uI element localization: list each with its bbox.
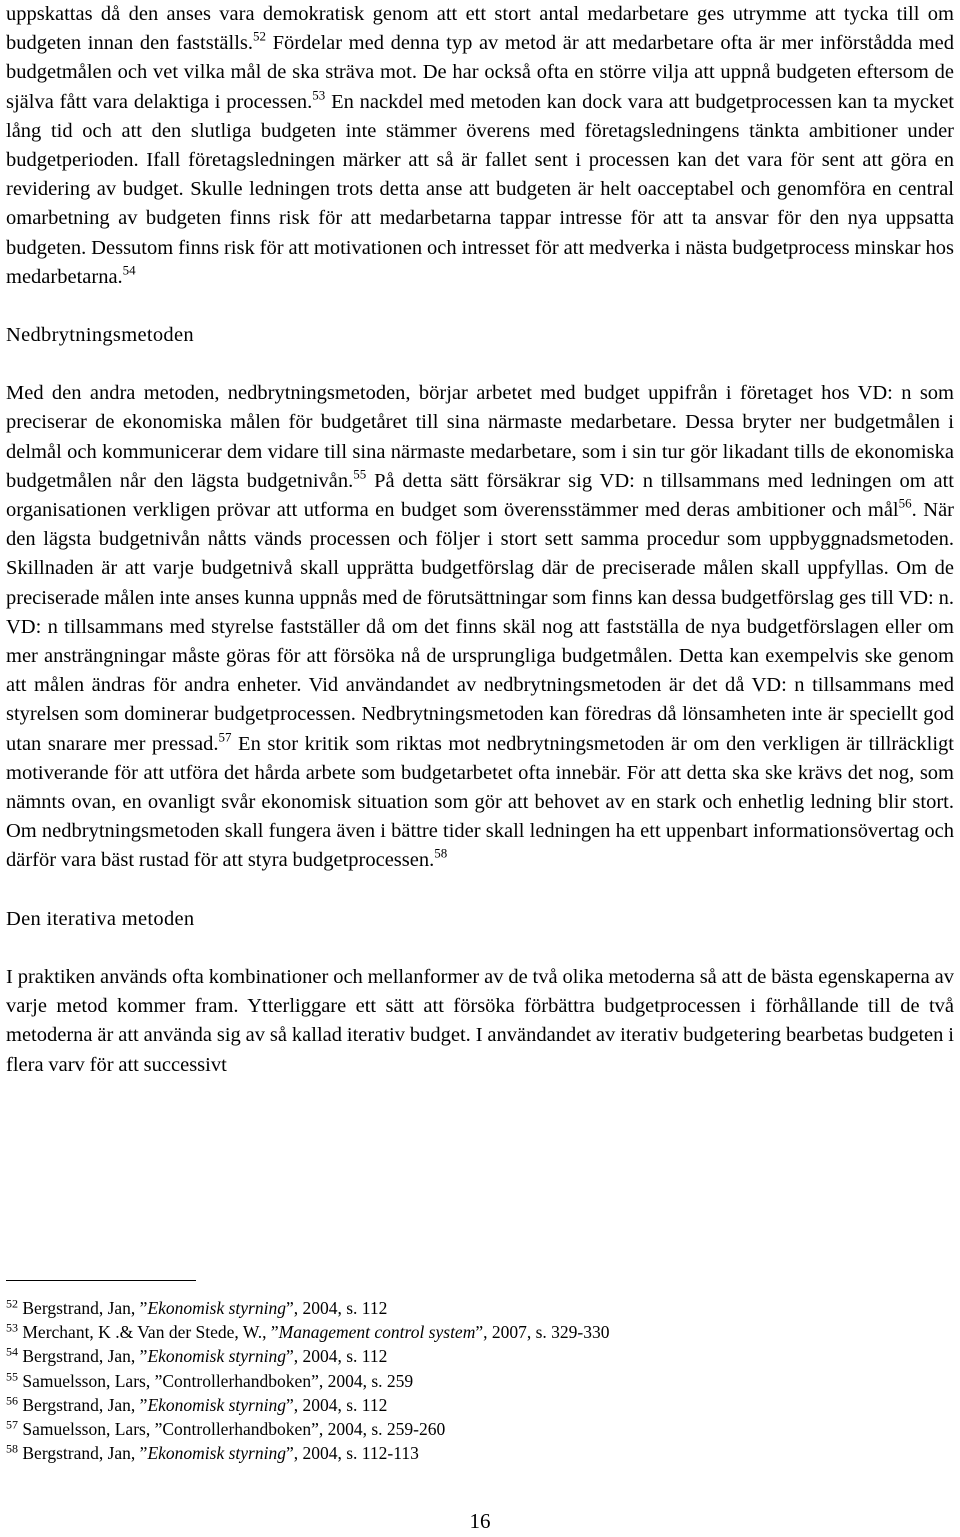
footnote-number: 56 — [6, 1393, 18, 1408]
footnote-text: Merchant, K .& Van der Stede, W., ” — [22, 1322, 279, 1343]
footnote-title: Ekonomisk styrning — [147, 1394, 286, 1415]
footnote — [6, 1441, 954, 1465]
footnote-number: 55 — [6, 1369, 18, 1384]
footnote-ref-58[interactable]: 58 — [434, 846, 448, 862]
paragraph-nedbrytningsmetoden — [6, 379, 954, 875]
footnote-title: Management control system — [278, 1322, 476, 1343]
text-segment: uppskattas då den anses vara demokratisk genom att ett stort antal medarbetare ges utrymme att tycka till om budgeten innan den fastställs. — [6, 3, 954, 55]
section-heading-iterativa-metoden: Den iterativa metoden — [6, 907, 195, 930]
footnote-text: ”, 2004, s. 112 — [285, 1394, 388, 1415]
footnote-number: 57 — [6, 1417, 18, 1432]
text-segment: På detta sätt försäkrar sig VD: n tillsammans med ledningen om att organisationen verkligen prövar att utforma en budget som överensstämmer med deras ambitioner och mål — [6, 469, 954, 522]
footnote-text: ”, 2004, s. 112 — [285, 1298, 388, 1318]
footnote-title: Ekonomisk styrning — [147, 1298, 286, 1318]
section-heading-nedbrytningsmetoden: Nedbrytningsmetoden — [6, 324, 194, 347]
footnote-ref-57[interactable]: 57 — [218, 729, 232, 745]
footnote-title: Ekonomisk styrning — [147, 1443, 286, 1464]
footnote — [6, 1417, 954, 1441]
footnote-text: Bergstrand, Jan, ” — [22, 1298, 148, 1318]
footnote-text: Samuelsson, Lars, ”Controllerhandboken”, 2004, s. 259-260 — [22, 1419, 446, 1440]
footnote-text: Samuelsson, Lars, ”Controllerhandboken”, 2004, s. 259 — [22, 1370, 414, 1391]
footnote — [6, 1369, 954, 1393]
footnote-ref-55[interactable]: 55 — [353, 466, 367, 482]
footnote-number: 52 — [6, 1296, 18, 1311]
footnote-text: ”, 2004, s. 112 — [285, 1346, 388, 1367]
footnote — [6, 1320, 954, 1344]
paragraph-iterativa-metoden — [6, 963, 954, 1080]
text-segment: En stor kritik som riktas mot nedbrytningsmetoden är om den verkligen är tillräckligt motiverande för att utföra det hårda arbete som budgetarbetet ofta innebär. För att detta ska ske krävs det nog, som nämnts ovan, en ovanligt svår ekonomisk situation som gör att behovet av en stark och enhetlig ledning blir stort. Om nedbrytningsmetoden skall fungera även i bättre tider skall ledningen ha ett uppenbart informationsövertag och därför vara bäst rustad för att styra budgetprocessen. — [6, 732, 954, 872]
footnote-ref-52[interactable]: 52 — [253, 28, 266, 44]
body-text — [6, 0, 954, 1080]
footnote-text: ”, 2007, s. 329-330 — [475, 1322, 610, 1343]
footnotes — [6, 1296, 954, 1465]
footnote-ref-56[interactable]: 56 — [898, 495, 912, 511]
footnote-text: Bergstrand, Jan, ” — [22, 1443, 148, 1464]
text-segment: Med den andra metoden, nedbrytningsmetoden, börjar arbetet med budget uppifrån i företaget hos VD: n som preciserar de ekonomiska målen för budgetåret till sina närmaste medarbetare. Dessa bryter ner budgetmålen i delmål och kommunicerar dem vidare till sina närmaste medarbetare, som i sin tur gör likadant tills de ekonomiska budgetmålen når den lägsta budgetnivån. — [6, 382, 954, 492]
footnote — [6, 1344, 954, 1368]
footnote-number: 54 — [6, 1344, 18, 1359]
footnote-number: 58 — [6, 1441, 18, 1456]
footnote-ref-54[interactable]: 54 — [122, 262, 136, 278]
footnote-text: Bergstrand, Jan, ” — [22, 1394, 148, 1415]
page-number: 16 — [469, 1509, 491, 1533]
footnote-text: ”, 2004, s. 112-113 — [285, 1443, 419, 1464]
footnote-text: Bergstrand, Jan, ” — [22, 1346, 148, 1367]
footnote — [6, 1296, 954, 1320]
footnote-separator — [6, 1280, 196, 1281]
footnote — [6, 1393, 954, 1417]
text-segment: I praktiken används ofta kombinationer och mellanformer av de två olika metoderna så att de bästa egenskaperna av varje metod kommer fram. Ytterliggare ett sätt att försöka förbättra budgetprocessen i förhållande till de två metoderna är att använda sig av så kallad iterativ budget. I användandet av iterativ budgetering bearbetas budgeten i flera varv för att successivt — [6, 965, 954, 1076]
text-segment: En nackdel med metoden kan dock vara att budgetprocessen kan ta mycket lång tid och att den slutliga budgeten inte stämmer överens med företagsledningens tänkta ambitioner under budgetperioden. Ifall företagsledningen märker att så är fallet sent i processen kan det vara för sent att göra en revidering av budget. Skulle ledningen trots detta anse att budgeten är helt oacceptabel och genomföra en central omarbetning av budgeten finns risk för att medarbetarna tappar intresse för att ta ansvar för den nya uppsatta budgeten. Dessutom finns risk för att motivationen och intresset för att medverka i nästa budgetprocess minskar hos medarbetarna. — [6, 90, 954, 288]
text-segment: . När den lägsta budgetnivån nåtts vänds processen och följer i stort sett samma procedur som uppbyggnadsmetoden. Skillnaden är att varje budgetnivå skall upprätta budgetförslag där de preciserade målen skall uppfyllas. Om de preciserade målen inte anses kunna uppnås med de förutsättningar som finns kan dessa budgetförslag ges till VD: n. VD: n tillsammans med styrelse fastställer då om det finns skäl nog att fastställa de nya budgetförslagen eller om mer ansträngningar måste göras för att försöka nå de ursprungliga budgetmålen. Detta kan exempelvis ske genom att målen ändras för andra enheter. Vid användandet av nedbrytningsmetoden är det då VD: n tillsammans med styrelsen som dominerar budgetprocessen. Nedbrytningsmetoden kan föredras då lönsamheten inte är speciellt god utan snarare mer pressad. — [6, 499, 954, 755]
footnote-number: 53 — [6, 1320, 18, 1335]
footnote-ref-53[interactable]: 53 — [312, 87, 326, 103]
text-segment: Fördelar med denna typ av metod är att medarbetare ofta är mer införstådda med budgetmålen och vet vilka mål de ska sträva mot. De har också ofta en större vilja att uppnå budgeten eftersom de själva fått vara delaktiga i processen. — [6, 32, 954, 113]
paragraph-budget-participation — [6, 0, 954, 292]
footnote-title: Ekonomisk styrning — [147, 1346, 286, 1367]
